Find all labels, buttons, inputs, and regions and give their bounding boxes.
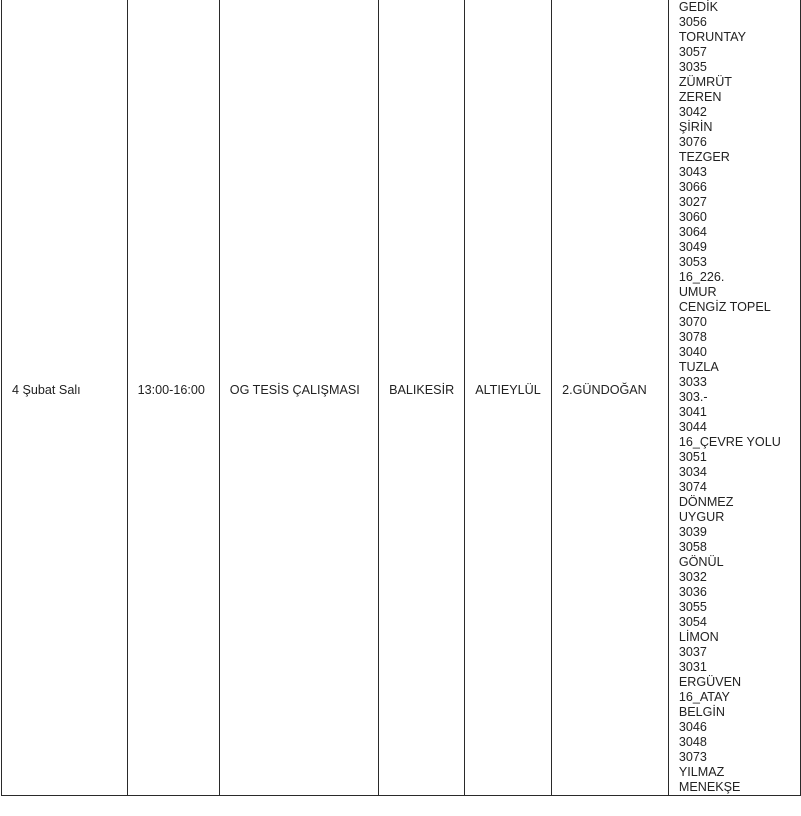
street-item: 3048	[678, 735, 707, 749]
street-item: TUZLA	[678, 360, 719, 374]
street-item: ŞİRİN	[678, 120, 713, 134]
street-item: 3049	[678, 240, 707, 254]
street-item: 3078	[678, 330, 707, 344]
street-item: UYGUR	[678, 510, 725, 524]
work-type-cell: OG TESİS ÇALIŞMASI	[219, 0, 378, 796]
street-item: 16_ÇEVRE YOLU	[678, 435, 781, 449]
street-item: 3037	[678, 645, 707, 659]
table-row	[2, 0, 801, 796]
street-item: 3076	[678, 135, 707, 149]
outage-table	[1, 0, 801, 796]
street-item: TORUNTAY	[678, 30, 746, 44]
street-item: 3074	[678, 480, 707, 494]
street-item: ZEREN	[678, 90, 722, 104]
street-item: 3034	[678, 465, 707, 479]
street-item: 3070	[678, 315, 707, 329]
street-item: 3066	[678, 180, 707, 194]
street-item: ZÜMRÜT	[678, 75, 732, 89]
street-item: 3039	[678, 525, 707, 539]
street-item: 3064	[678, 225, 707, 239]
district-cell: ALTIEYLÜL	[465, 0, 552, 796]
street-item: UMUR	[678, 285, 717, 299]
street-item: TEZGER	[678, 150, 730, 164]
city-cell: BALIKESİR	[379, 0, 465, 796]
street-item: CENGİZ TOPEL	[678, 300, 771, 314]
street-item: 3044	[678, 420, 707, 434]
street-item: DÖNMEZ	[678, 495, 734, 509]
street-list	[679, 0, 790, 795]
street-item: 3042	[678, 105, 707, 119]
street-item: 3056	[678, 15, 707, 29]
street-item: YILMAZ	[678, 765, 725, 779]
street-item: 16_226.	[678, 270, 725, 284]
date-cell: 4 Şubat Salı	[2, 0, 128, 796]
street-item: 3058	[678, 540, 707, 554]
time-range-cell: 13:00-16:00	[127, 0, 219, 796]
street-item: 3051	[678, 450, 707, 464]
street-item: 3036	[678, 585, 707, 599]
street-item: GEDİK	[678, 0, 719, 14]
street-item: 3055	[678, 600, 707, 614]
street-item: 16_ATAY	[678, 690, 730, 704]
street-item: 3057	[678, 45, 707, 59]
street-item: 3027	[678, 195, 707, 209]
street-item: 3060	[678, 210, 707, 224]
street-item: 3033	[678, 375, 707, 389]
street-item: GÖNÜL	[678, 555, 724, 569]
street-item: 303.-	[678, 390, 708, 404]
street-item: 3054	[678, 615, 707, 629]
street-item: 3041	[678, 405, 707, 419]
street-item: 3043	[678, 165, 707, 179]
neighborhood-cell: 2.GÜNDOĞAN	[552, 0, 669, 796]
street-item: 3053	[678, 255, 707, 269]
street-item: 3032	[678, 570, 707, 584]
street-item: 3046	[678, 720, 707, 734]
street-item: 3040	[678, 345, 707, 359]
street-item: ERGÜVEN	[678, 675, 742, 689]
street-item: 3035	[678, 60, 707, 74]
street-item: BELGİN	[678, 705, 726, 719]
street-item: MENEKŞE	[678, 780, 741, 794]
streets-cell	[668, 0, 800, 796]
street-item: 3031	[678, 660, 707, 674]
street-item: 3073	[678, 750, 707, 764]
street-item: LİMON	[678, 630, 719, 644]
